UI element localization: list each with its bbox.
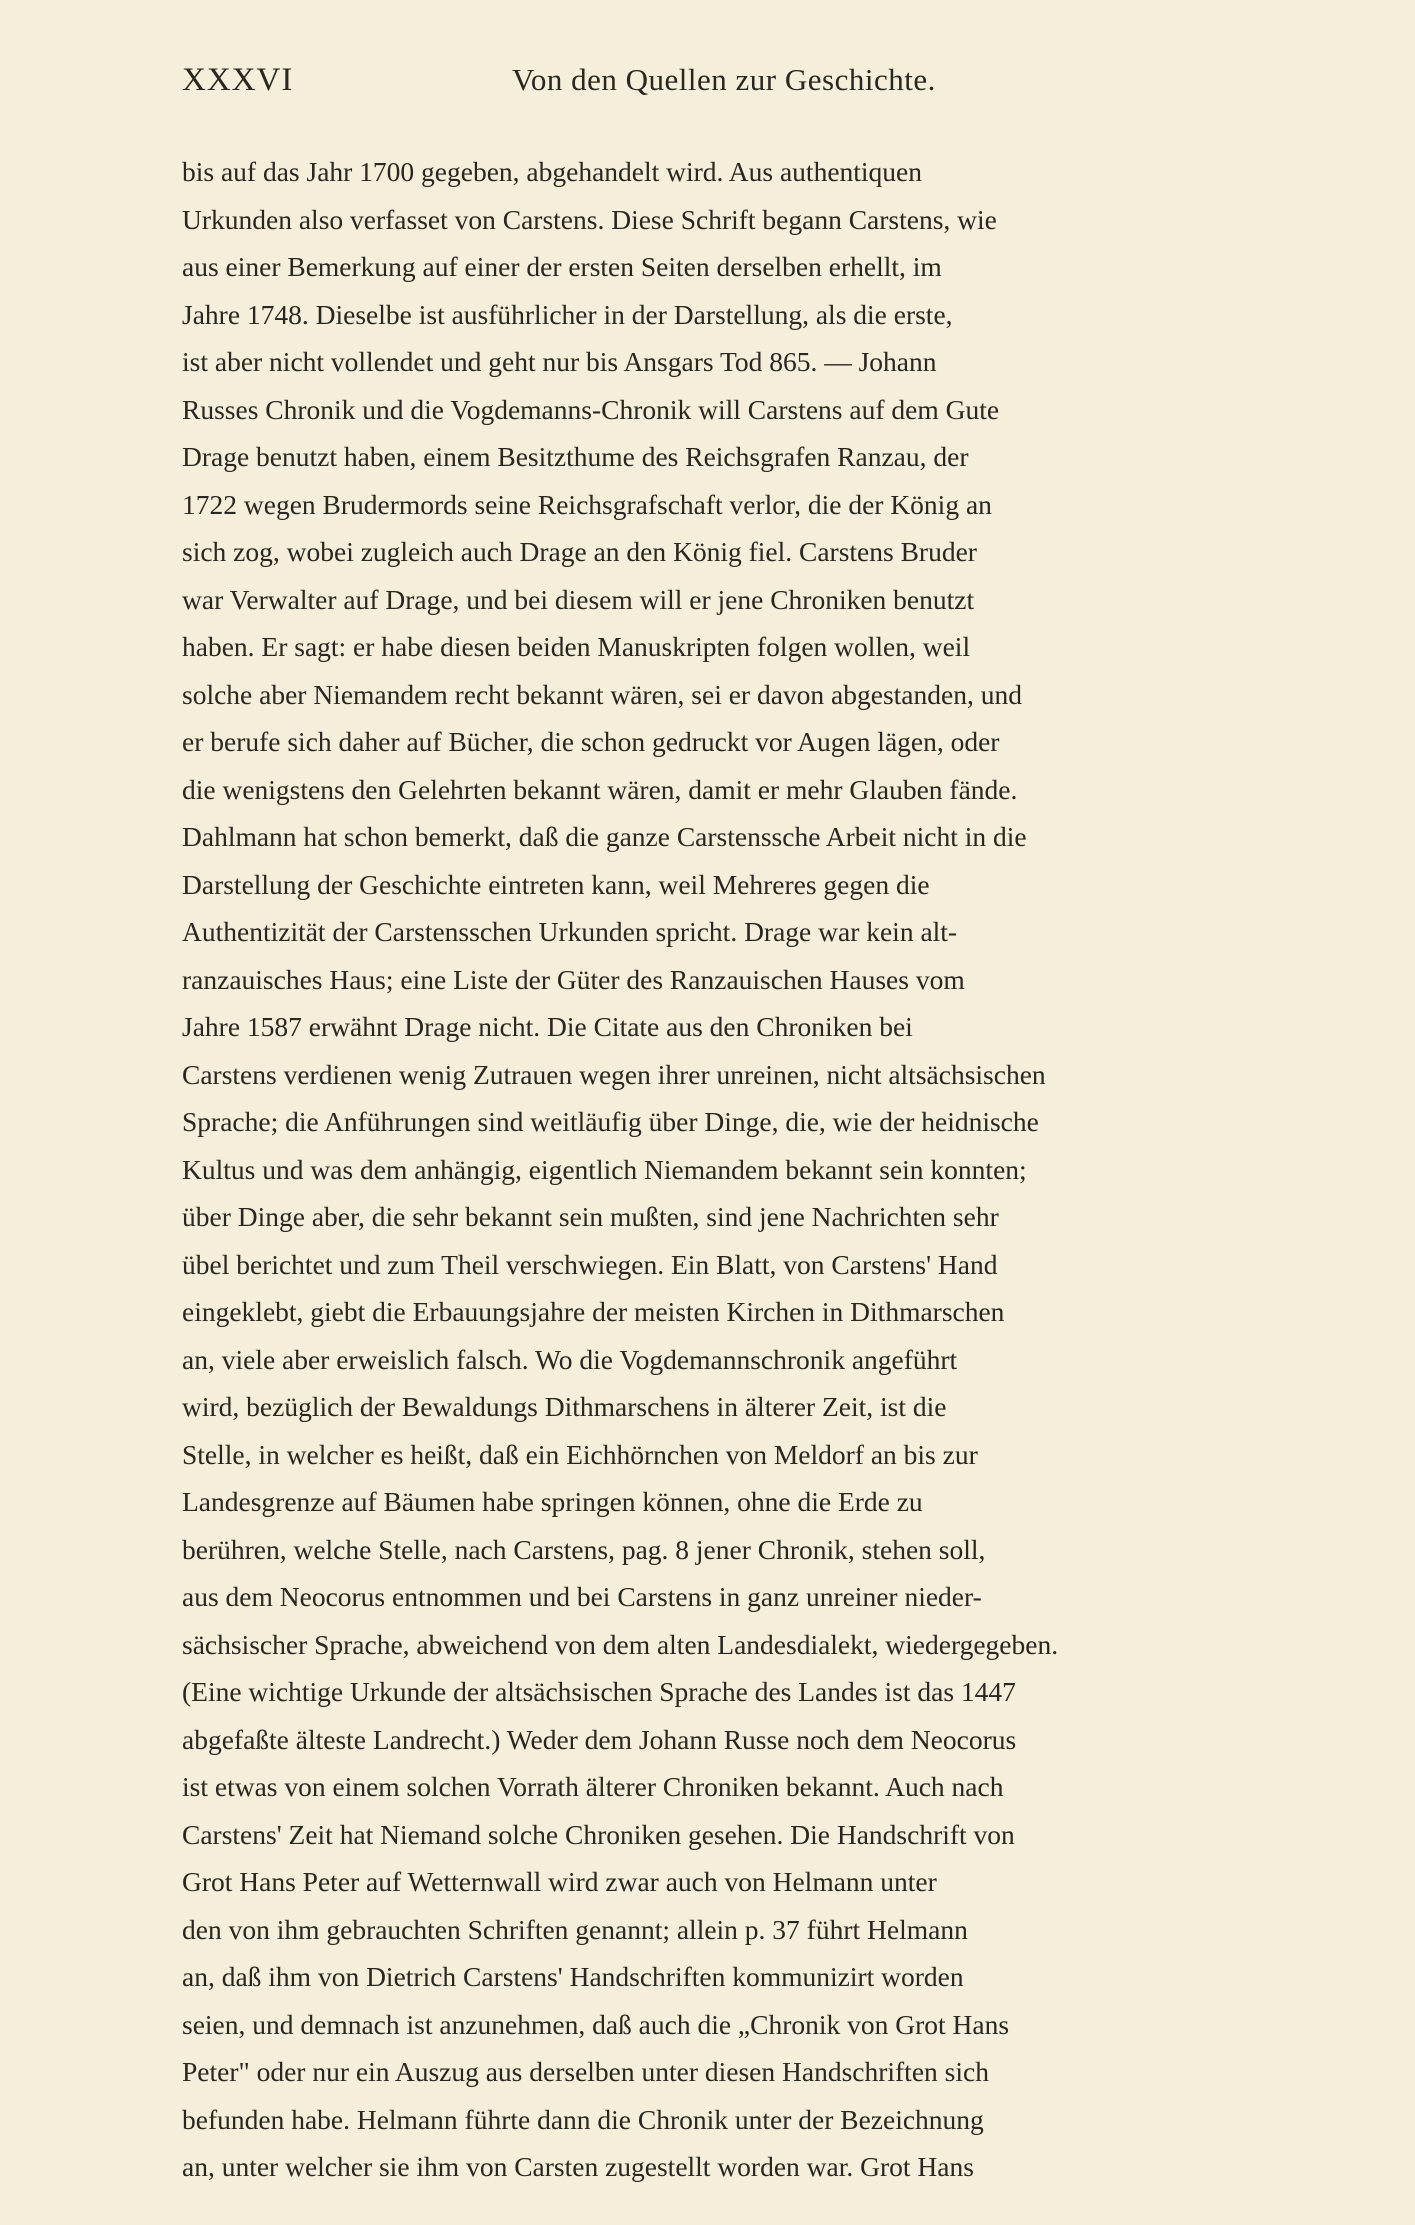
text-line: solche aber Niemandem recht bekannt wären, sei er davon abgestanden, und	[182, 678, 1022, 710]
text-line: Jahre 1587 erwähnt Drage nicht. Die Citate aus den Chroniken bei	[182, 1011, 913, 1042]
body-text	[182, 148, 1382, 2191]
text-line: er berufe sich daher auf Bücher, die schon gedruckt vor Augen lägen, oder	[182, 726, 1000, 757]
text-line: haben. Er sagt: er habe diesen beiden Manuskripten folgen wollen, weil	[182, 631, 971, 662]
text-line: an, viele aber erweislich falsch. Wo die Vogdemannschronik angeführt	[182, 1343, 958, 1375]
page-number: XXXVI	[182, 62, 294, 98]
text-line: berühren, welche Stelle, nach Carstens, pag. 8 jener Chronik, stehen soll,	[182, 1533, 986, 1565]
text-line: Stelle, in welcher es heißt, daß ein Eichhörnchen von Meldorf an bis zur	[182, 1438, 978, 1470]
text-line: sächsischer Sprache, abweichend von dem alten Landesdialekt, wiedergegeben.	[182, 1628, 1059, 1660]
text-line: sich zog, wobei zugleich auch Drage an den König fiel. Carstens Bruder	[182, 536, 977, 567]
text-line: eingeklebt, giebt die Erbauungsjahre der meisten Kirchen in Dithmarschen	[182, 1296, 1005, 1327]
text-line: die wenigstens den Gelehrten bekannt wären, damit er mehr Glauben fände.	[182, 773, 1018, 805]
text-line: (Eine wichtige Urkunde der altsächsischen Sprache des Landes ist das 1447	[182, 1676, 1016, 1707]
text-line: Carstens' Zeit hat Niemand solche Chroniken gesehen. Die Handschrift von	[182, 1818, 1015, 1850]
text-line: Carstens verdienen wenig Zutrauen wegen ihrer unreinen, nicht altsächsischen	[182, 1058, 1046, 1090]
text-line: Authentizität der Carstensschen Urkunden spricht. Drage war kein alt-	[182, 916, 958, 947]
text-line: befunden habe. Helmann führte dann die Chronik unter der Bezeichnung	[182, 2103, 984, 2135]
text-line: über Dinge aber, die sehr bekannt sein mußten, sind jene Nachrichten sehr	[182, 1201, 999, 1232]
text-line: Russes Chronik und die Vogdemanns-Chronik will Carstens auf dem Gute	[182, 393, 1000, 425]
text-line: ranzauisches Haus; eine Liste der Güter des Ranzauischen Hauses vom	[182, 963, 965, 995]
text-line: Landesgrenze auf Bäumen habe springen können, ohne die Erde zu	[182, 1486, 923, 1517]
text-line: an, unter welcher sie ihm von Carsten zugestellt worden war. Grot Hans	[182, 2151, 974, 2182]
text-line: Darstellung der Geschichte eintreten kann, weil Mehreres gegen die	[182, 868, 930, 900]
text-line: ist etwas von einem solchen Vorrath älterer Chroniken bekannt. Auch nach	[182, 1771, 1004, 1802]
text-line: ist aber nicht vollendet und geht nur bis Ansgars Tod 865. — Johann	[182, 346, 937, 377]
text-line: abgefaßte älteste Landrecht.) Weder dem Johann Russe noch dem Neocorus	[182, 1723, 1017, 1755]
text-line: Drage benutzt haben, einem Besitzthume des Reichsgrafen Ranzau, der	[182, 441, 969, 472]
text-line: Dahlmann hat schon bemerkt, daß die ganze Carstenssche Arbeit nicht in die	[182, 821, 1027, 852]
text-line: den von ihm gebrauchten Schriften genannt; allein p. 37 führt Helmann	[182, 1913, 968, 1945]
text-line: aus dem Neocorus entnommen und bei Carstens in ganz unreiner nieder-	[182, 1581, 982, 1612]
text-line: wird, bezüglich der Bewaldungs Dithmarschens in älterer Zeit, ist die	[182, 1391, 947, 1422]
text-line: Sprache; die Anführungen sind weitläufig über Dinge, die, wie der heidnische	[182, 1106, 1039, 1137]
text-line: an, daß ihm von Dietrich Carstens' Handschriften kommunizirt worden	[182, 1961, 964, 1992]
page-header	[182, 62, 1232, 122]
text-line: seien, und demnach ist anzunehmen, daß auch die „Chronik von Grot Hans	[182, 2008, 1010, 2040]
text-line: Urkunden also verfasset von Carstens. Diese Schrift begann Carstens, wie	[182, 203, 997, 235]
text-line: Kultus und was dem anhängig, eigentlich Niemandem bekannt sein konnten;	[182, 1153, 1027, 1185]
text-line: bis auf das Jahr 1700 gegeben, abgehandelt wird. Aus authentiquen	[182, 156, 923, 187]
text-line: Jahre 1748. Dieselbe ist ausführlicher in der Darstellung, als die erste,	[182, 298, 953, 330]
text-line: Peter" oder nur ein Auszug aus derselben unter diesen Handschriften sich	[182, 2056, 989, 2087]
text-line: übel berichtet und zum Theil verschwiegen. Ein Blatt, von Carstens' Hand	[182, 1248, 998, 1280]
text-line: 1722 wegen Brudermords seine Reichsgrafschaft verlor, die der König an	[182, 488, 992, 520]
running-title: Von den Quellen zur Geschichte.	[512, 62, 936, 97]
text-line: aus einer Bemerkung auf einer der ersten Seiten derselben erhellt, im	[182, 251, 942, 282]
text-line: Grot Hans Peter auf Wetternwall wird zwar auch von Helmann unter	[182, 1866, 937, 1897]
text-line: war Verwalter auf Drage, und bei diesem will er jene Chroniken benutzt	[182, 583, 975, 615]
